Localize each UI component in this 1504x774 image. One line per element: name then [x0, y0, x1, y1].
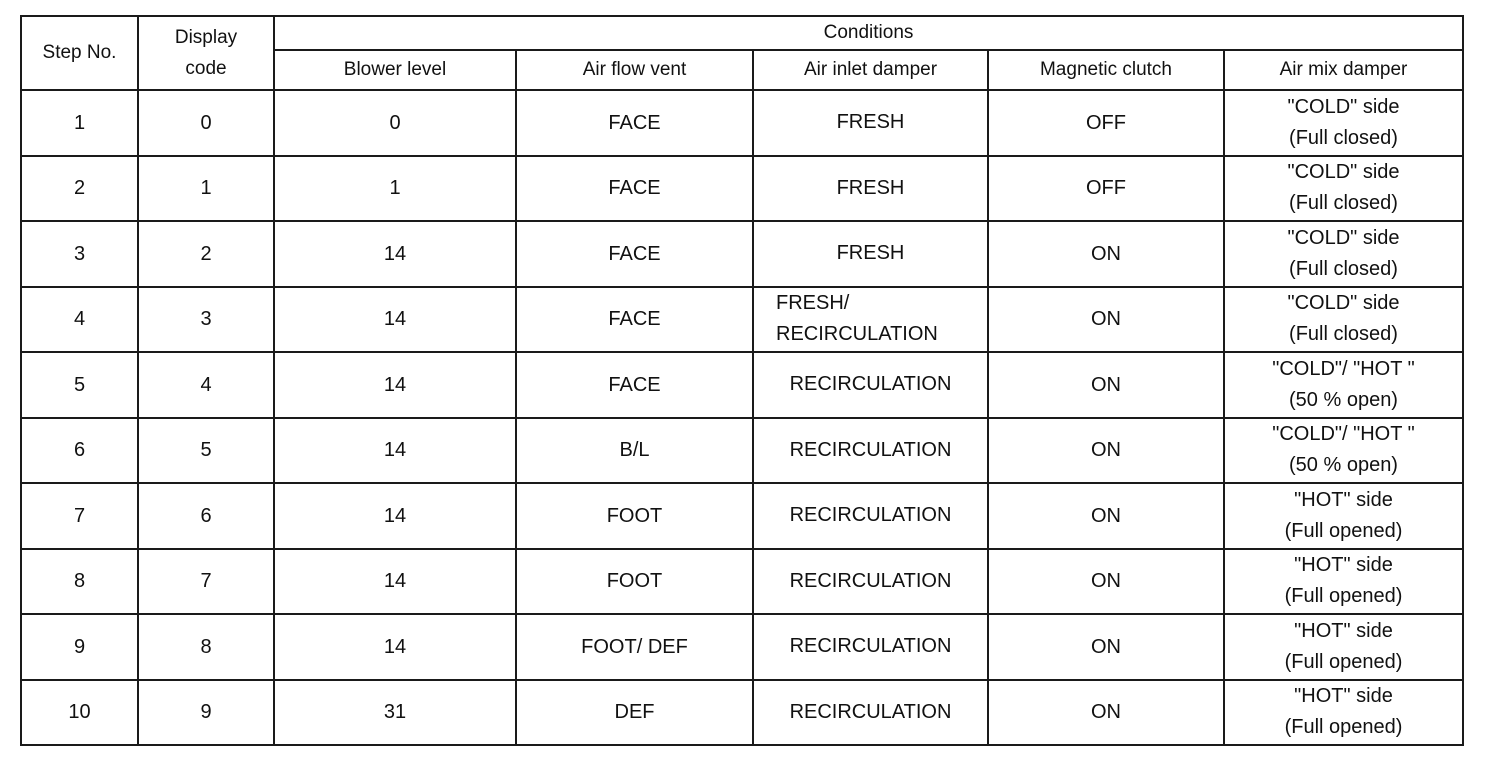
- air-flow-vent-cell: FACE: [516, 221, 753, 287]
- air-inlet-damper-cell-line: RECIRCULATION: [789, 635, 952, 658]
- air-mix-damper-cell: [1224, 549, 1463, 615]
- air-inlet-damper-cell-line: RECIRCULATION: [789, 569, 952, 592]
- blower-level-cell: 14: [274, 614, 516, 680]
- table-row: [21, 418, 1463, 484]
- air-mix-damper-cell-line: "HOT" side: [1294, 619, 1393, 642]
- air-flow-vent-cell: FACE: [516, 287, 753, 353]
- air-inlet-damper-cell: [753, 483, 988, 549]
- air-flow-vent-cell: FACE: [516, 156, 753, 222]
- air-mix-damper-cell: [1224, 680, 1463, 746]
- air-flow-vent-cell: FACE: [516, 90, 753, 156]
- display-code-cell: 7: [138, 549, 274, 615]
- magnetic-clutch-cell: OFF: [988, 156, 1224, 222]
- step-no-cell: 9: [21, 614, 138, 680]
- air-flow-vent-cell: B/L: [516, 418, 753, 484]
- magnetic-clutch-cell: OFF: [988, 90, 1224, 156]
- air-mix-damper-cell-line: (50 % open): [1289, 454, 1398, 477]
- air-inlet-damper-cell-line: FRESH: [836, 242, 905, 265]
- step-no-cell: 1: [21, 90, 138, 156]
- blower-level-cell: 14: [274, 352, 516, 418]
- magnetic-clutch-cell: ON: [988, 483, 1224, 549]
- table-body: [21, 90, 1463, 745]
- magnetic-clutch-cell: ON: [988, 287, 1224, 353]
- display-code-cell: 4: [138, 352, 274, 418]
- step-no-cell: 7: [21, 483, 138, 549]
- table-row: [21, 614, 1463, 680]
- air-mix-damper-cell: [1224, 221, 1463, 287]
- table-row: [21, 221, 1463, 287]
- display-code-cell: 8: [138, 614, 274, 680]
- air-mix-damper-cell-line: "COLD"/ "HOT ": [1272, 423, 1415, 446]
- air-mix-damper-cell-line: (Full opened): [1284, 650, 1403, 673]
- air-mix-damper-cell: [1224, 156, 1463, 222]
- self-diagnosis-step-table: [20, 15, 1464, 746]
- air-mix-damper-cell-line: (Full opened): [1284, 585, 1403, 608]
- air-mix-damper-cell: [1224, 287, 1463, 353]
- air-mix-damper-cell: [1224, 483, 1463, 549]
- air-mix-damper-cell-line: "HOT" side: [1294, 488, 1393, 511]
- magnetic-clutch-cell: ON: [988, 352, 1224, 418]
- table-row: [21, 287, 1463, 353]
- header-air-inlet-damper: Air inlet damper: [753, 50, 988, 90]
- air-inlet-damper-cell-line: RECIRCULATION: [789, 700, 952, 723]
- air-inlet-damper-cell: [753, 221, 988, 287]
- magnetic-clutch-cell: ON: [988, 221, 1224, 287]
- air-inlet-damper-cell: [753, 156, 988, 222]
- header-air-flow-vent: Air flow vent: [516, 50, 753, 90]
- step-no-cell: 5: [21, 352, 138, 418]
- blower-level-cell: 31: [274, 680, 516, 746]
- air-mix-damper-cell-line: "COLD" side: [1287, 95, 1400, 118]
- step-no-cell: 4: [21, 287, 138, 353]
- air-flow-vent-cell: FACE: [516, 352, 753, 418]
- air-inlet-damper-cell-line: RECIRCULATION: [789, 438, 952, 461]
- air-inlet-damper-cell-line: RECIRCULATION: [789, 373, 952, 396]
- step-no-cell: 6: [21, 418, 138, 484]
- table-row: [21, 680, 1463, 746]
- table-row: [21, 90, 1463, 156]
- magnetic-clutch-cell: ON: [988, 418, 1224, 484]
- header-display-code: [138, 16, 274, 90]
- air-mix-damper-cell-line: (Full closed): [1289, 192, 1398, 215]
- air-inlet-damper-cell: [753, 418, 988, 484]
- air-inlet-damper-cell-line: RECIRCULATION: [776, 323, 938, 346]
- air-inlet-damper-cell-line: RECIRCULATION: [789, 504, 952, 527]
- air-mix-damper-cell-line: (Full opened): [1284, 716, 1403, 739]
- air-mix-damper-cell-line: (Full opened): [1284, 519, 1403, 542]
- table-row: [21, 549, 1463, 615]
- air-inlet-damper-cell-line: FRESH: [836, 111, 905, 134]
- air-inlet-damper-cell-line: FRESH/: [776, 292, 850, 315]
- air-mix-damper-cell: [1224, 614, 1463, 680]
- header-step-no: Step No.: [21, 16, 138, 90]
- air-inlet-damper-cell: [753, 680, 988, 746]
- header-air-mix-damper: Air mix damper: [1224, 50, 1463, 90]
- blower-level-cell: 1: [274, 156, 516, 222]
- display-code-cell: 1: [138, 156, 274, 222]
- step-no-cell: 8: [21, 549, 138, 615]
- magnetic-clutch-cell: ON: [988, 680, 1224, 746]
- air-inlet-damper-cell-line: FRESH: [836, 176, 905, 199]
- header-conditions: Conditions: [274, 16, 1463, 50]
- air-inlet-damper-cell: [753, 352, 988, 418]
- air-mix-damper-cell-line: (Full closed): [1289, 126, 1398, 149]
- air-inlet-damper-cell: [753, 287, 988, 353]
- air-mix-damper-cell-line: "HOT" side: [1294, 554, 1393, 577]
- air-inlet-damper-cell: [753, 549, 988, 615]
- air-mix-damper-cell-line: (Full closed): [1289, 323, 1398, 346]
- blower-level-cell: 14: [274, 287, 516, 353]
- display-code-cell: 0: [138, 90, 274, 156]
- air-mix-damper-cell: [1224, 418, 1463, 484]
- header-display-code-line1: Display: [174, 27, 238, 48]
- air-mix-damper-cell-line: "COLD" side: [1287, 161, 1400, 184]
- step-no-cell: 10: [21, 680, 138, 746]
- air-mix-damper-cell: [1224, 352, 1463, 418]
- magnetic-clutch-cell: ON: [988, 614, 1224, 680]
- blower-level-cell: 14: [274, 221, 516, 287]
- air-mix-damper-cell: [1224, 90, 1463, 156]
- table-row: [21, 156, 1463, 222]
- air-mix-damper-cell-line: (Full closed): [1289, 257, 1398, 280]
- air-flow-vent-cell: FOOT: [516, 549, 753, 615]
- air-flow-vent-cell: DEF: [516, 680, 753, 746]
- header-magnetic-clutch: Magnetic clutch: [988, 50, 1224, 90]
- air-mix-damper-cell-line: (50 % open): [1289, 388, 1398, 411]
- display-code-cell: 6: [138, 483, 274, 549]
- blower-level-cell: 14: [274, 418, 516, 484]
- air-mix-damper-cell-line: "COLD" side: [1287, 226, 1400, 249]
- air-flow-vent-cell: FOOT/ DEF: [516, 614, 753, 680]
- table-row: [21, 483, 1463, 549]
- air-mix-damper-cell-line: "HOT" side: [1294, 685, 1393, 708]
- air-mix-damper-cell-line: "COLD" side: [1287, 292, 1400, 315]
- table-row: [21, 352, 1463, 418]
- step-no-cell: 2: [21, 156, 138, 222]
- display-code-cell: 3: [138, 287, 274, 353]
- step-no-cell: 3: [21, 221, 138, 287]
- air-inlet-damper-cell: [753, 90, 988, 156]
- blower-level-cell: 14: [274, 549, 516, 615]
- air-inlet-damper-cell: [753, 614, 988, 680]
- blower-level-cell: 14: [274, 483, 516, 549]
- header-display-code-line2: code: [185, 58, 227, 79]
- air-flow-vent-cell: FOOT: [516, 483, 753, 549]
- display-code-cell: 2: [138, 221, 274, 287]
- air-mix-damper-cell-line: "COLD"/ "HOT ": [1272, 357, 1415, 380]
- magnetic-clutch-cell: ON: [988, 549, 1224, 615]
- display-code-cell: 5: [138, 418, 274, 484]
- display-code-cell: 9: [138, 680, 274, 746]
- header-blower-level: Blower level: [274, 50, 516, 90]
- blower-level-cell: 0: [274, 90, 516, 156]
